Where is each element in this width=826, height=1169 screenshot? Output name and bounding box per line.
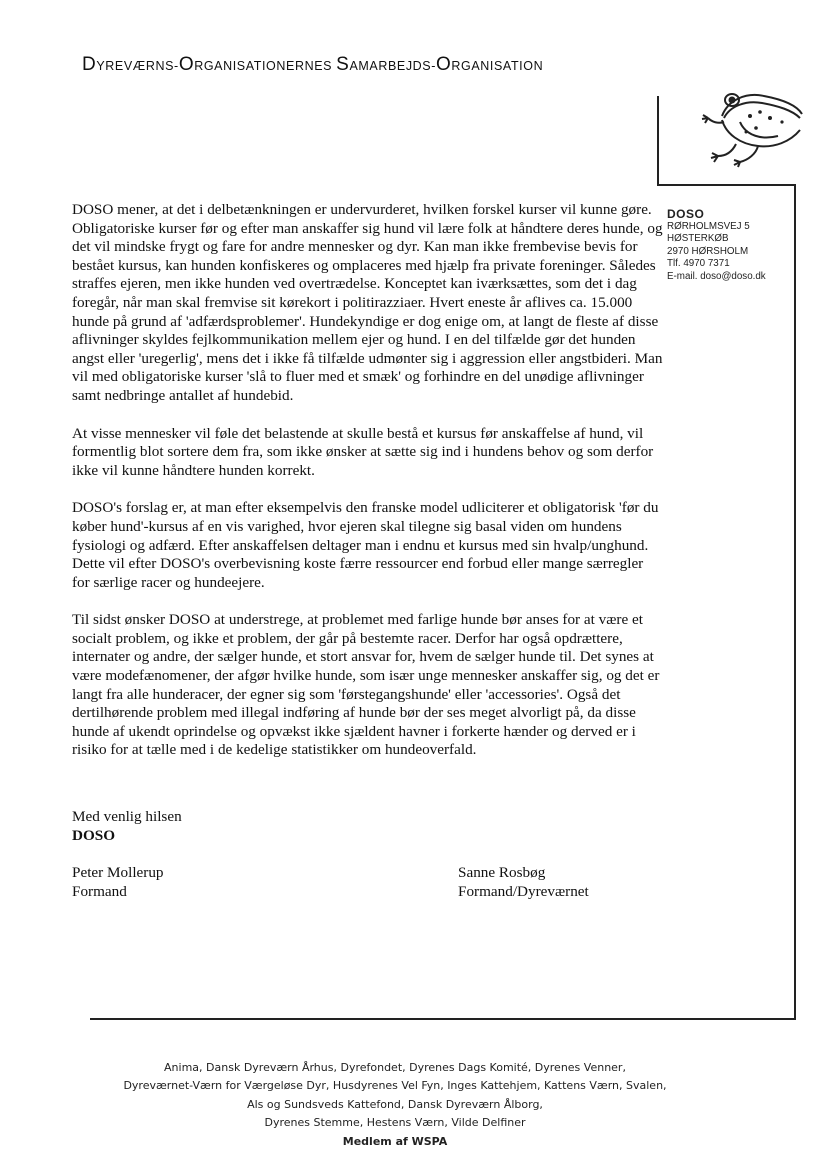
footer-line: Als og Sundsveds Kattefond, Dansk Dyreværn Ålborg,: [247, 1097, 543, 1111]
greeting: Med venlig hilsen: [72, 808, 182, 825]
divider-vertical-right: [794, 184, 796, 1019]
sidebar-org-name: DOSO: [667, 207, 705, 221]
email-line: E-mail. doso@doso.dk: [667, 270, 766, 282]
signer-name: Peter Mollerup: [72, 864, 164, 881]
address-line: 2970 HØRSHOLM: [667, 245, 749, 257]
address-line: HØSTERKØB: [667, 233, 729, 244]
address-line: RØRHOLMSVEJ 5: [667, 220, 750, 232]
membership-note: Medlem af WSPA: [342, 1134, 448, 1148]
body-paragraph: DOSO mener, at det i delbetænkningen er undervurderet, hvilken forskel kurser vil kunne gøre. Obligatoriske kurser før og efter man anskaffer sig hund vil lære folk at håndtere deres hunde, og det vil mindske frygt og fare for andre mennesker og dyr. Kan man ikke frembevise bevis for bestået kursus, kan hunden konfiskeres og omplaceres med hjælp fra private foreninger. Således straffes ejeren, men ikke hunden ved overtrædelse. Konceptet kan iværksættes, som det i dag foregår, når man skal fremvise sit kørekort i politirazziaer. Hvert eneste år aflives ca. 15.000 hunde på grund af 'adfærdsproblemer'. Hundekyndige er dog enige om, at langt de fleste af disse aflivninger skyldes fejlkommunikation mellem ejer og hund. I en del tilfælde gør det hunden angst eller 'uregerlig', mens det i ikke få tilfælde udmønter sig i aggression eller angstbideri. Man vil med obligatoriske kurser 'slå to fluer med et smæk' og forhindre en del unødige aflivninger samt nedbringe antallet af hundebid.: [72, 201, 663, 404]
divider-vertical-top: [657, 96, 659, 186]
signoff: [72, 808, 182, 845]
signature-left: [72, 864, 164, 901]
member-organisations-footer: [90, 1059, 700, 1151]
footer-line: Dyrenes Stemme, Hestens Værn, Vilde Delfiner: [264, 1116, 526, 1130]
organisation-header: [82, 54, 543, 76]
header-word: DYREVÆRNS-: [82, 54, 179, 75]
signer-title: Formand/Dyreværnet: [458, 882, 589, 900]
signer-title: Formand: [72, 882, 127, 900]
footer-line: Dyreværnet-Værn for Værgeløse Dyr, Husdyrenes Vel Fyn, Inges Kattehjem, Kattens Værn, Svalen,: [123, 1079, 667, 1093]
header-word: SAMARBEJDS-: [336, 54, 437, 75]
body-paragraph: DOSO's forslag er, at man efter eksempelvis den franske model udliciterer et obligatorisk 'før du køber hund'-kursus af en vis varighed, hvor ejeren skal tilegne sig basal viden om hundens fysiologi og adfærd. Efter anskaffelsen deltager man i endnu et kursus med sin hvalp/unghund. Dette vil efter DOSO's overbevisning koste færre ressourcer end forbud eller mange særregler for særlige racer og hundeejere.: [72, 499, 659, 591]
address-block: [667, 208, 766, 283]
divider-horizontal-top: [657, 184, 795, 186]
body-paragraph: Til sidst ønsker DOSO at understrege, at problemet med farlige hunde bør anses for at være et socialt problem, og ikke et problem, der går på bestemte racer. Derfor har også opdrættere, internater og andre, der sælger hunde, et stort ansvar for, hvem de sælger hunde til. Det synes at være modefænomener, der afgør hvilke hunde, som især unge mennesker anskaffer sig, og det er langt fra alle hunderacer, der egner sig som 'førstegangshunde' eller 'accessories'. Også det dertilhørende problem med illegal indføring af hunde bør der ses meget alvorligt på, da disse hunde af ukendt oprindelse og opvækst ikke sjældent havner i forkerte hænder og derved er i risiko for at tælle med i de kedelige statistikker om hundeoverfald.: [72, 611, 660, 759]
signer-name: Sanne Rosbøg: [458, 864, 546, 881]
signoff-org: DOSO: [72, 826, 116, 844]
frog-icon: [700, 86, 805, 168]
divider-horizontal-bottom: [90, 1018, 796, 1020]
letter-body: [72, 201, 662, 779]
phone-line: Tlf. 4970 7371: [667, 258, 730, 269]
header-word: ORGANISATION: [436, 54, 544, 75]
signature-right: [458, 864, 589, 901]
body-paragraph: At visse mennesker vil føle det belastende at skulle bestå et kursus før anskaffelse af hund, vil formentlig blot sortere dem fra, som ikke ønsker at sætte sig ind i hundens behov og som derfor ikke vil kunne håndtere hunden korrekt.: [72, 424, 654, 479]
header-word: ORGANISATIONERNES: [178, 54, 337, 75]
footer-line: Anima, Dansk Dyreværn Århus, Dyrefondet, Dyrenes Dags Komité, Dyrenes Venner,: [164, 1061, 626, 1074]
